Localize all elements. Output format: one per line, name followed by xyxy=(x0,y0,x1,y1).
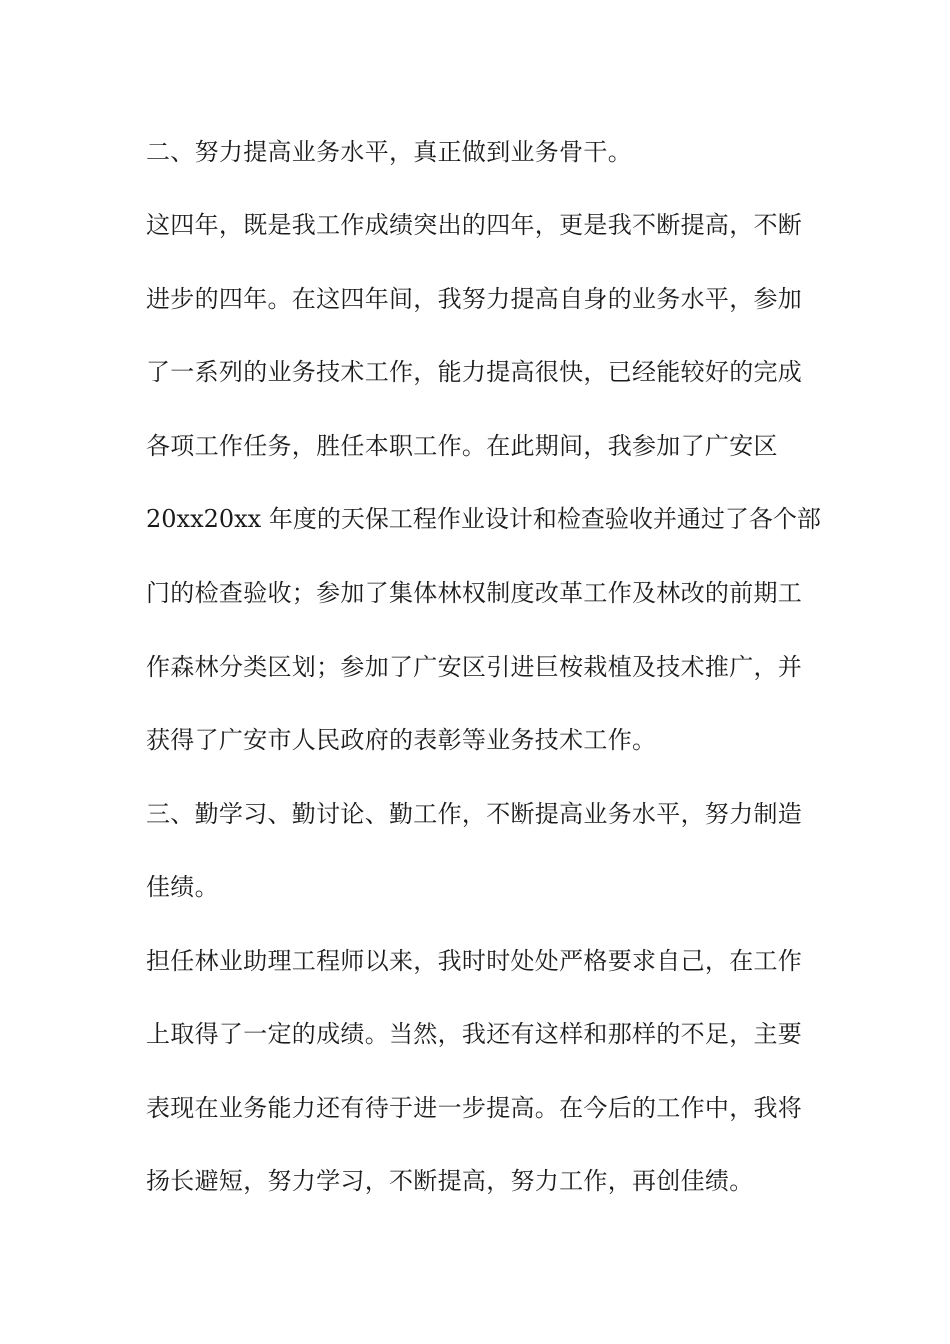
paragraph-line: 各项工作任务，胜任本职工作。在此期间，我参加了广安区 xyxy=(146,432,778,460)
paragraph-line: 进步的四年。在这四年间，我努力提高自身的业务水平，参加 xyxy=(146,285,803,313)
paragraph-line: 门的检查验收；参加了集体林权制度改革工作及林改的前期工 xyxy=(146,579,803,607)
paragraph-line: 了一系列的业务技术工作，能力提高很快，已经能较好的完成 xyxy=(146,358,803,386)
paragraph-line: 作森林分类区划；参加了广安区引进巨桉栽植及技术推广，并 xyxy=(146,653,803,681)
paragraph-line: 上取得了一定的成绩。当然，我还有这样和那样的不足，主要 xyxy=(146,1020,803,1048)
paragraph-line: 担任林业助理工程师以来，我时时处处严格要求自己，在工作 xyxy=(146,947,803,975)
section-heading-2: 二、努力提高业务水平，真正做到业务骨干。 xyxy=(146,138,632,166)
paragraph-line: 这四年，既是我工作成绩突出的四年，更是我不断提高，不断 xyxy=(146,211,803,239)
paragraph-line: 20xx20xx 年度的天保工程作业设计和检查验收并通过了各个部 xyxy=(146,505,821,533)
paragraph-line: 获得了广安市人民政府的表彰等业务技术工作。 xyxy=(146,726,657,754)
paragraph-line: 扬长避短，努力学习，不断提高，努力工作，再创佳绩。 xyxy=(146,1167,754,1195)
paragraph-line: 表现在业务能力还有待于进一步提高。在今后的工作中，我将 xyxy=(146,1094,803,1122)
section-heading-3: 三、勤学习、勤讨论、勤工作，不断提高业务水平，努力制造 xyxy=(146,800,803,828)
section-heading-3-end: 佳绩。 xyxy=(146,873,219,901)
